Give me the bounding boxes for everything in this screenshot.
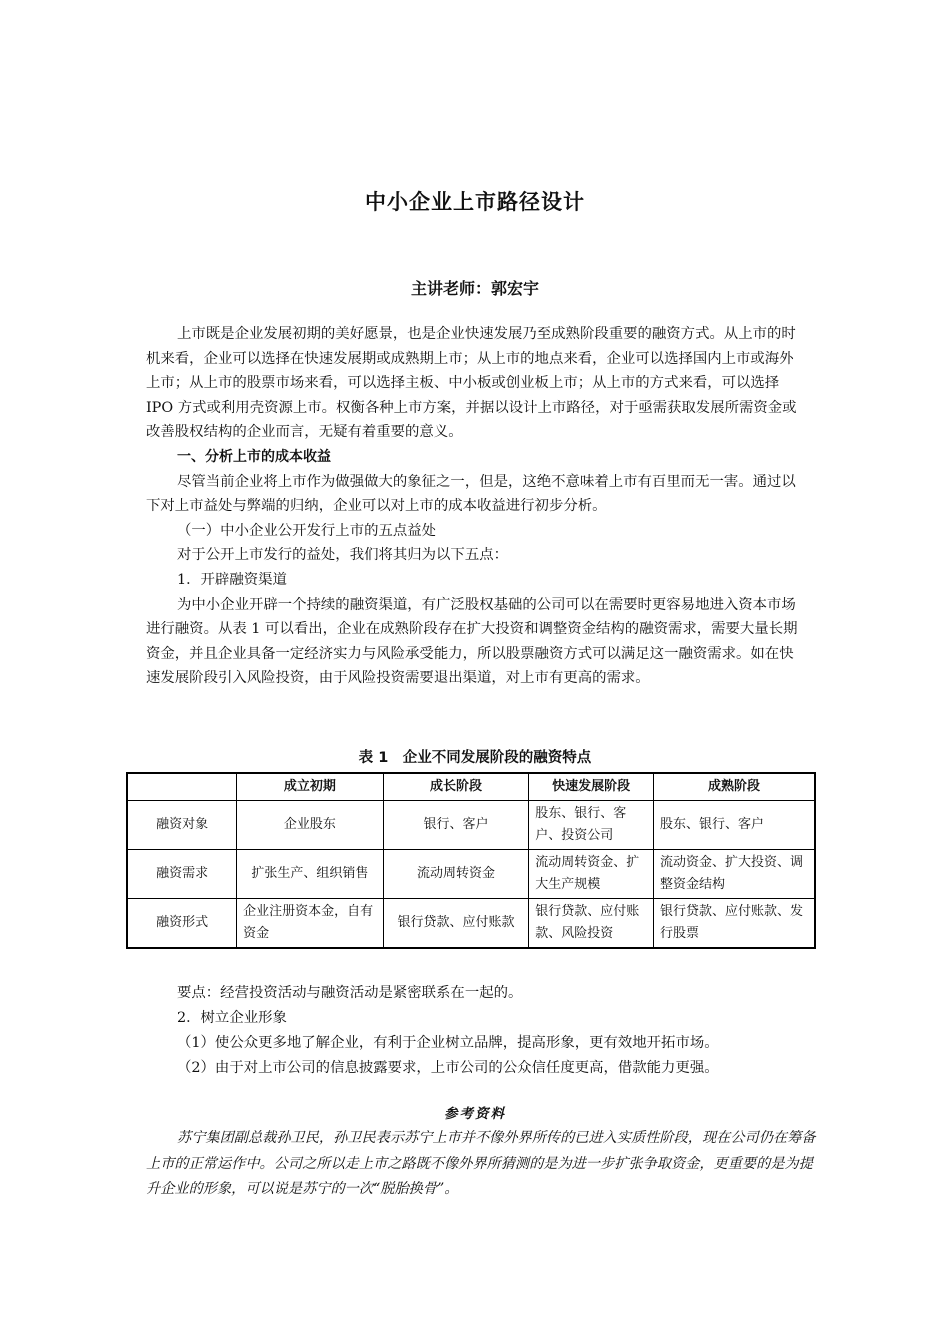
table-cell: 扩张生产、组织销售 <box>237 850 384 899</box>
table-cell: 股东、银行、客户、投资公司 <box>529 801 654 850</box>
section1-heading: 一、分析上市的成本收益 <box>177 448 331 465</box>
table-cell: 流动周转资金、扩大生产规模 <box>529 850 654 899</box>
table-row <box>127 899 815 949</box>
subsection1-heading: （一）中小企业公开发行上市的五点益处 <box>177 522 437 539</box>
section1-paragraph: 尽管当前企业将上市作为做强做大的象征之一，但是，这绝不意味着上市有百里而无一害。通过以下对上市益处与弊端的归纳，企业可以对上市的成本收益进行初步分析。 <box>146 473 796 515</box>
table-cell: 银行贷款、应付账款、发行股票 <box>653 899 815 949</box>
table-cell: 企业注册资本金，自有资金 <box>237 899 384 949</box>
point2-item: （2）由于对上市公司的信息披露要求，上市公司的公众信任度更高，借款能力更强。 <box>177 1060 719 1076</box>
table-row-label: 融资对象 <box>127 801 237 850</box>
table-cell: 股东、银行、客户 <box>653 801 815 850</box>
table-cell: 企业股东 <box>237 801 384 850</box>
table-header-cell: 成立初期 <box>237 773 384 801</box>
table-row-label: 融资需求 <box>127 850 237 899</box>
table-row <box>127 850 815 899</box>
lecturer-line: 主讲老师：郭宏宇 <box>410 279 539 298</box>
reference-title: 参考资料 <box>444 1106 506 1122</box>
after-table-body <box>146 981 826 1081</box>
table-cell: 银行贷款、应付账款、风险投资 <box>529 899 654 949</box>
table-row-label: 融资形式 <box>127 899 237 949</box>
table-cell: 银行贷款、应付账款 <box>383 899 529 949</box>
table1-caption: 表 1 企业不同发展阶段的融资特点 <box>358 750 592 766</box>
point1-heading: 1．开辟融资渠道 <box>177 571 287 588</box>
subsection1-intro: 对于公开上市发行的益处，我们将其归为以下五点： <box>177 547 508 564</box>
financing-table <box>126 772 816 949</box>
intro-paragraph: 上市既是企业发展初期的美好愿景，也是企业快速发展乃至成熟阶段重要的融资方式。从上市的时机来看，企业可以选择在快速发展期或成熟期上市；从上市的地点来看，企业可以选择国内上市或海外上市；从上市的股票市场来看，可以选择主板、中小板或创业板上市；从上市的方式来看，可以选择 IPO 方式或利用壳资源上市。权衡各种上市方案，并据以设计上市路径，对于亟需获取发展所需资金或改善股权结构的企业而言，无疑有着重要的意义。 <box>146 326 797 441</box>
table-header-cell: 成长阶段 <box>383 773 529 801</box>
reference-paragraph: 苏宁集团副总裁孙卫民，孙卫民表示苏宁上市并不像外界所传的已进入实质性阶段，现在公司仍在筹备上市的正常运作中。公司之所以走上市之路既不像外界所猜测的是为进一步扩张争取资金，更重要的是为提升企业的形象，可以说是苏宁的一次“脱胎换骨”。 <box>146 1130 816 1197</box>
page-title: 中小企业上市路径设计 <box>365 190 585 214</box>
main-body <box>146 322 806 691</box>
table-header-cell: 快速发展阶段 <box>529 773 654 801</box>
table-row <box>127 801 815 850</box>
key-point: 要点：经营投资活动与融资活动是紧密联系在一起的。 <box>177 985 523 1001</box>
point1-paragraph: 为中小企业开辟一个持续的融资渠道，有广泛股权基础的公司可以在需要时更容易地进入资本市场进行融资。从表 1 可以看出，企业在成熟阶段存在扩大投资和调整资金结构的融资需求，需要大量长期资金，并且企业具备一定经济实力与风险承受能力，所以股票融资方式可以满足这一融资需求。如在快速发展阶段引入风险投资，由于风险投资需要退出渠道，对上市有更高的需求。 <box>146 596 798 687</box>
table-header-cell <box>127 773 237 801</box>
table-header-row <box>127 773 815 801</box>
point2-heading: 2．树立企业形象 <box>177 1010 287 1026</box>
point2-item: （1）使公众更多地了解企业，有利于企业树立品牌，提高形象，更有效地开拓市场。 <box>177 1035 719 1051</box>
reference-section <box>146 1126 826 1203</box>
table-cell: 银行、客户 <box>383 801 529 850</box>
table-cell: 流动周转资金 <box>383 850 529 899</box>
table-cell: 流动资金、扩大投资、调整资金结构 <box>653 850 815 899</box>
table-header-cell: 成熟阶段 <box>653 773 815 801</box>
